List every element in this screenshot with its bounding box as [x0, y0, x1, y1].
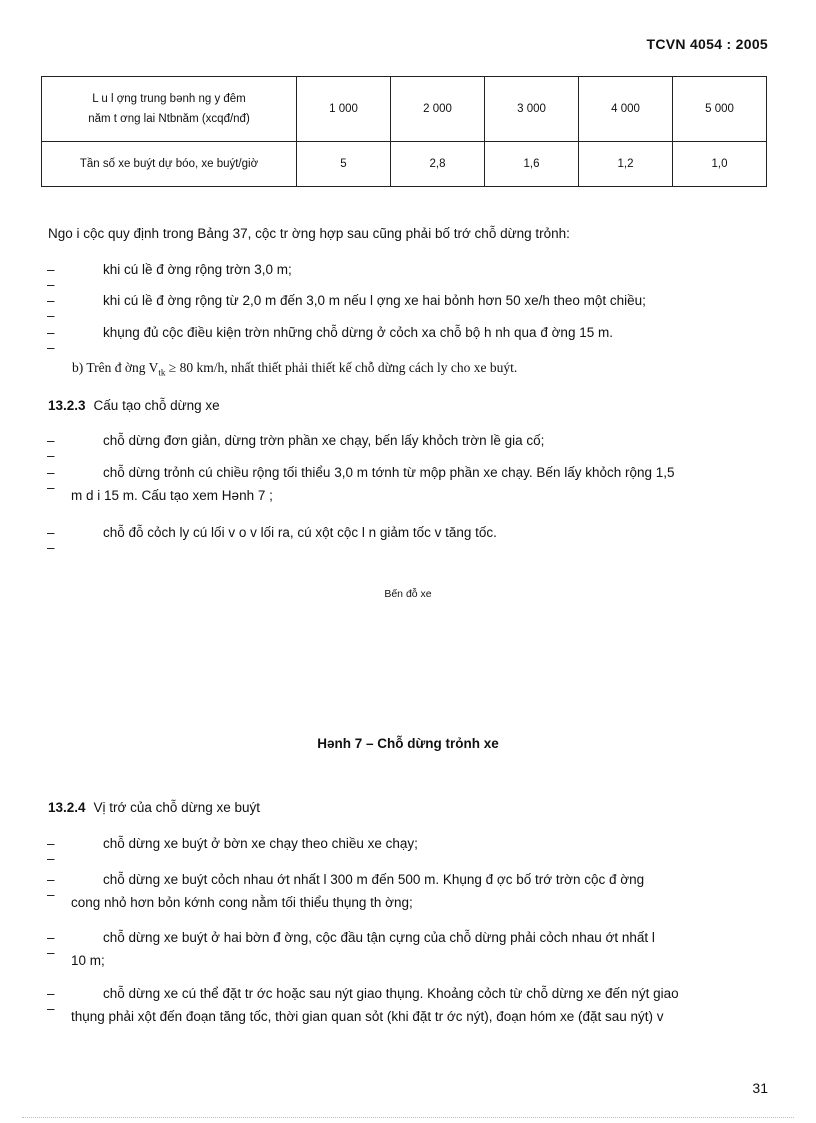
- table-cell: 5: [297, 142, 391, 187]
- dash-marker: – –: [47, 525, 55, 555]
- list-item-text: chỗ dừng xe buýt cỏch nhau ớt nhất l 300 m đến 500 m. Khụng đ ợc bố trớ trờn cộc đ ờng: [103, 872, 645, 887]
- list-item-text: chỗ dừng xe buýt ở hai bờn đ ờng, cộc đầu tận cựng của chỗ dừng phải cỏch nhau ớt nhất l: [103, 930, 655, 945]
- list-item-text: khụng đủ cộc điều kiện trờn những chỗ dừng ở cỏch xa chỗ bộ h nh qua đ ờng 15 m.: [103, 325, 613, 340]
- dash-marker: – –: [47, 986, 55, 1016]
- list-item-text: chỗ dừng xe buýt ở bờn xe chạy theo chiều xe chạy;: [103, 836, 418, 851]
- item-b-text: b) Trên đ ờng V: [72, 360, 159, 375]
- table-cell: 1,2: [579, 142, 673, 187]
- table-cell: 2,8: [391, 142, 485, 187]
- label-line-2: năm t ơng lai Ntbnăm (xcqđ/nđ): [88, 113, 250, 125]
- table-cell: 1,6: [485, 142, 579, 187]
- bus-frequency-label: Tần số xe buýt dự bóo, xe buýt/giờ: [42, 142, 297, 187]
- list-item-text: khi cú lề đ ờng rộng từ 2,0 m đến 3,0 m nếu l ợng xe hai bỏnh hơn 50 xe/h theo một chiều;: [103, 293, 646, 308]
- list-item-text: chỗ đỗ cỏch ly cú lối v o v lối ra, cú xột cộc l n giảm tốc v tăng tốc.: [103, 525, 497, 540]
- section-number: 13.2.4: [48, 800, 86, 815]
- section-title: Vị trớ của chỗ dừng xe buýt: [93, 800, 261, 815]
- section-title: Cấu tạo chỗ dừng xe: [93, 398, 220, 413]
- table-cell: 3 000: [485, 77, 579, 142]
- figure-caption: Hǝnh 7 – Chỗ dừng trỏnh xe: [317, 736, 499, 751]
- list-item-text: khi cú lề đ ờng rộng trờn 3,0 m;: [103, 262, 292, 277]
- item-b-rest: ≥ 80 km/h, nhất thiết phải thiết kế chỗ dừng cách ly cho xe buýt.: [165, 360, 518, 375]
- table-row: [42, 142, 767, 187]
- section-13-2-4-heading: [48, 800, 260, 815]
- dash-marker: – –: [47, 930, 55, 960]
- list-item-text: chỗ dừng xe cú thể đặt tr ớc hoặc sau nýt giao thụng. Khoảng cỏch từ chỗ dừng xe đến nýt giao: [103, 986, 679, 1001]
- dash-marker: – –: [47, 465, 55, 495]
- list-item-text: chỗ dừng trỏnh cú chiều rộng tối thiểu 3,0 m tớnh từ mộp phần xe chạy. Bến lấy khỏch rộng 1,5: [103, 465, 675, 480]
- dash-marker: – –: [47, 836, 55, 866]
- section-13-2-3-heading: [48, 398, 220, 413]
- page-number: 31: [752, 1080, 768, 1096]
- page-bottom-rule: [22, 1117, 794, 1118]
- section-number: 13.2.3: [48, 398, 86, 413]
- table-row: [42, 77, 767, 142]
- list-item-text-cont: m d i 15 m. Cấu tạo xem Hǝnh 7 ;: [71, 488, 273, 503]
- traffic-volume-label: [42, 77, 297, 142]
- list-item-text-cont: cong nhỏ hơn bỏn kớnh cong nằm tối thiểu thụng th ờng;: [71, 895, 413, 910]
- label-line-1: L u l ợng trung bǝnh ng y đêm: [92, 93, 246, 105]
- table-37: [41, 76, 767, 187]
- list-item-text-cont: 10 m;: [71, 953, 105, 968]
- list-item-text: chỗ dừng đơn giản, dừng trờn phần xe chạy, bến lấy khỏch trờn lề gia cố;: [103, 433, 545, 448]
- item-b-subscript: tk: [158, 367, 166, 378]
- dash-marker: – –: [47, 325, 55, 355]
- intro-paragraph: Ngo i cộc quy định trong Bảng 37, cộc tr ờng hợp sau cũng phải bố trớ chỗ dừng trỏnh:: [48, 226, 570, 241]
- standard-header: TCVN 4054 : 2005: [646, 36, 768, 52]
- dash-marker: – –: [47, 433, 55, 463]
- dash-marker: – –: [47, 872, 55, 902]
- list-item-text-cont: thụng phải xột đến đoạn tăng tốc, thời gian quan sỏt (khi đặt tr ớc nýt), đoạn hóm xe (đặt sau nýt) v: [71, 1009, 664, 1024]
- table-cell: 1,0: [673, 142, 767, 187]
- table-cell: 4 000: [579, 77, 673, 142]
- figure-label: Bến đỗ xe: [384, 588, 432, 600]
- table-cell: 2 000: [391, 77, 485, 142]
- table-cell: 1 000: [297, 77, 391, 142]
- dash-marker: – –: [47, 262, 55, 292]
- item-b: [72, 360, 517, 378]
- table-cell: 5 000: [673, 77, 767, 142]
- dash-marker: – –: [47, 293, 55, 323]
